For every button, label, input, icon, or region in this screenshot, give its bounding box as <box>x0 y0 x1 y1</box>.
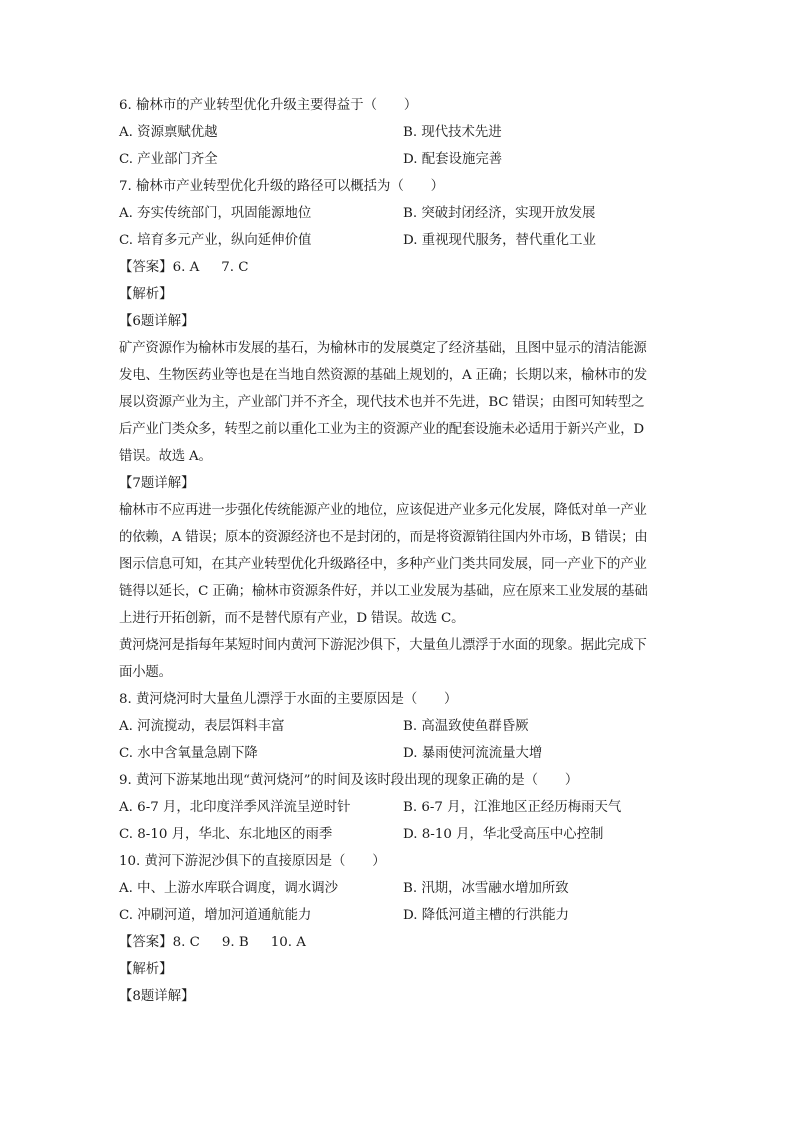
detail-7-line: 榆林市不应再进一步强化传统能源产业的地位，应该促进产业多元化发展，降低对单一产业 <box>119 503 647 518</box>
question-7-option-a: A. 夯实传统部门，巩固能源地位 <box>119 206 312 221</box>
answer-9: 9. B <box>221 935 249 950</box>
detail-6-text <box>119 335 679 470</box>
question-7-option-d: D. 重视现代服务，替代重化工业 <box>403 233 596 248</box>
question-9-option-d: D. 8-10 月，华北受高压中心控制 <box>403 827 604 842</box>
question-6-options-row-1 <box>119 119 679 146</box>
question-6-option-b: B. 现代技术先进 <box>403 125 502 140</box>
question-10-option-d: D. 降低河道主槽的行洪能力 <box>403 908 570 923</box>
question-7-stem: 7. 榆林市产业转型优化升级的路径可以概括为（ ） <box>119 179 445 194</box>
question-6-option-d: D. 配套设施完善 <box>403 152 503 167</box>
detail-7-label: 【7题详解】 <box>119 476 195 491</box>
detail-6-line: 发电、生物医药业等也是在当地自然资源的基础上规划的，A 正确；长期以来，榆林市的发 <box>119 368 647 383</box>
answer-10: 10. A <box>270 935 306 950</box>
question-9-options-row-1 <box>119 794 679 821</box>
question-8-option-c: C. 水中含氧量急剧下降 <box>119 746 258 761</box>
answer-label: 【答案】 <box>119 935 173 950</box>
detail-7-line: 上进行开拓创新，而不是替代原有产业，D 错误。故选 C。 <box>119 611 465 626</box>
detail-6-line: 后产业门类众多，转型之前以重化工业为主的资源产业的配套设施未必适用于新兴产业，D <box>119 422 644 437</box>
answer-6-7 <box>119 254 679 281</box>
answer-label: 【答案】 <box>119 260 173 275</box>
question-9-option-c: C. 8-10 月，华北、东北地区的雨季 <box>119 827 333 842</box>
question-7-option-b: B. 突破封闭经济，实现开放发展 <box>403 206 596 221</box>
detail-6-line: 展以资源产业为主，产业部门并不齐全，现代技术也并不先进，BC 错误；由图可知转型之 <box>119 395 645 410</box>
intro-paragraph <box>119 632 679 686</box>
question-10-option-c: C. 冲刷河道，增加河道通航能力 <box>119 908 312 923</box>
intro-line: 黄河烧河是指每年某短时间内黄河下游泥沙俱下，大量鱼儿漂浮于水面的现象。据此完成下 <box>119 638 647 653</box>
question-10-options-row-1 <box>119 875 679 902</box>
question-8-option-b: B. 高温致使鱼群昏厥 <box>403 719 529 734</box>
detail-6-line: 错误。故选 A。 <box>119 449 212 464</box>
question-9-option-a: A. 6-7 月，北印度洋季风洋流呈逆时针 <box>119 800 351 815</box>
question-6-options-row-2 <box>119 146 679 173</box>
question-8-options-row-1 <box>119 713 679 740</box>
question-7-option-c: C. 培育多元产业，纵向延伸价值 <box>119 233 312 248</box>
answer-8: 8. C <box>172 935 200 950</box>
detail-8-label: 【8题详解】 <box>119 989 195 1004</box>
intro-line: 面小题。 <box>119 665 172 680</box>
question-8-option-d: D. 暴雨使河流流量大增 <box>403 746 543 761</box>
analysis-label-2: 【解析】 <box>119 962 173 977</box>
document-page <box>119 92 679 1010</box>
question-10-options-row-2 <box>119 902 679 929</box>
question-10-option-a: A. 中、上游水库联合调度，调水调沙 <box>119 881 339 896</box>
question-9-options-row-2 <box>119 821 679 848</box>
question-10-stem: 10. 黄河下游泥沙俱下的直接原因是（ ） <box>119 854 386 869</box>
question-8-options-row-2 <box>119 740 679 767</box>
question-10-option-b: B. 汛期，冰雪融水增加所致 <box>403 881 569 896</box>
question-8-option-a: A. 河流搅动，表层饵料丰富 <box>119 719 285 734</box>
detail-7-line: 链得以延长，C 正确；榆林市资源条件好，并以工业发展为基础，应在原来工业发展的基础 <box>119 584 648 599</box>
detail-6-label: 【6题详解】 <box>119 314 195 329</box>
question-9-stem: 9. 黄河下游某地出现“黄河烧河”的时间及该时段出现的现象正确的是（ ） <box>119 773 579 788</box>
detail-6-line: 矿产资源作为榆林市发展的基石，为榆林市的发展奠定了经济基础，且图中显示的清洁能源 <box>119 341 647 356</box>
question-6-option-c: C. 产业部门齐全 <box>119 152 218 167</box>
detail-7-line: 图示信息可知，在其产业转型优化升级路径中，多种产业门类共同发展，同一产业下的产业 <box>119 557 647 572</box>
question-6-option-a: A. 资源禀赋优越 <box>119 125 218 140</box>
analysis-label-1: 【解析】 <box>119 287 173 302</box>
question-9-option-b: B. 6-7 月，江淮地区正经历梅雨天气 <box>403 800 622 815</box>
detail-7-text <box>119 497 679 632</box>
answer-8-10 <box>119 929 679 956</box>
question-7-options-row-2 <box>119 227 679 254</box>
detail-7-line: 的依赖，A 错误；原本的资源经济也不是封闭的，而是将资源销往国内外市场，B 错误；由 <box>119 530 648 545</box>
question-7-options-row-1 <box>119 200 679 227</box>
question-6-stem: 6. 榆林市的产业转型优化升级主要得益于（ ） <box>119 98 418 113</box>
question-8-stem: 8. 黄河烧河时大量鱼儿漂浮于水面的主要原因是（ ） <box>119 692 458 707</box>
answer-7: 7. C <box>221 260 249 275</box>
answer-6: 6. A <box>172 260 200 275</box>
